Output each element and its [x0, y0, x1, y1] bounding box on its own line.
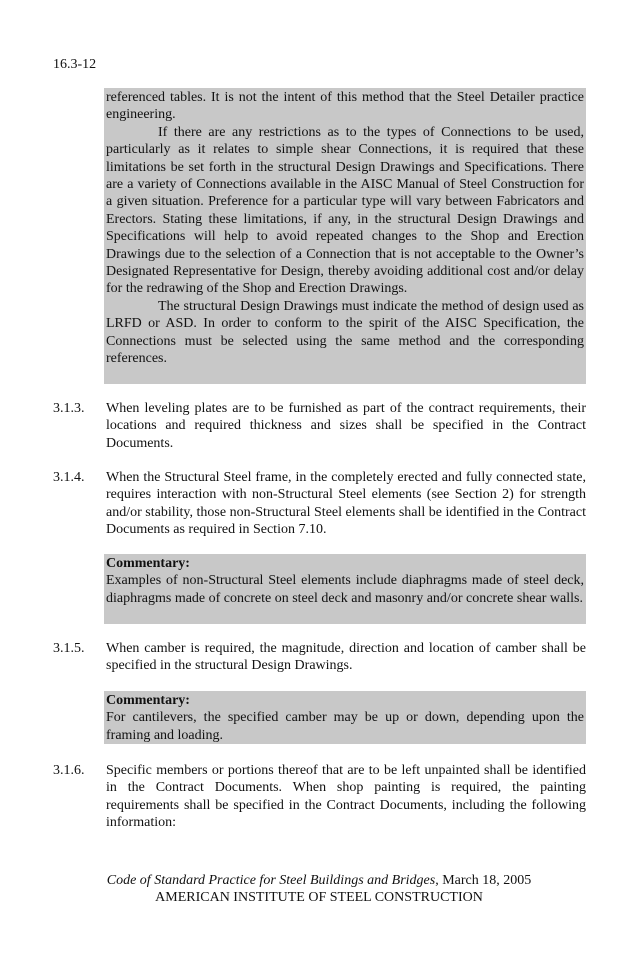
- item-number: 3.1.3.: [53, 401, 85, 416]
- item-text: When camber is required, the magnitude, direction and location of camber shall be specified in the structural Design Drawings.: [106, 641, 586, 674]
- connections-paragraph: If there are any restrictions as to the types of Connections to be used, particularly as it relates to simple shear Connections, it is required that these limitations be set forth in the structural Design Drawings and Specifications. There are a variety of Connections available in the AISC Manual of Steel Construction for a given situation. Preference for a particular type will vary between Fabricators and Erectors. Stating these limitations, if any, in the structural Design Drawings and Specifications will help to avoid repeated changes to the Shop and Erection Drawings due to the selection of a Connection that is not acceptable to the Owner’s Designated Representative for Design, thereby avoiding additional cost and/or delay for the redrawing of the Shop and Erection Drawings.: [106, 124, 584, 297]
- footer-date: , March 18, 2005: [435, 873, 532, 888]
- footer-title-line: [0, 872, 638, 889]
- commentary-text: Examples of non-Structural Steel elements include diaphragms made of steel deck, diaphragms made of concrete on steel deck and masonry and/or concrete shear walls.: [106, 573, 584, 606]
- commentary-block: [104, 554, 586, 624]
- item-text: When leveling plates are to be furnished as part of the contract requirements, their locations and required thickness and sizes shall be specified in the Contract Documents.: [106, 401, 586, 451]
- item-text: When the Structural Steel frame, in the completely erected and fully connected state, requires interaction with non-Structural Steel elements (see Section 2) for strength and/or stability, those non-Structural Steel elements shall be identified in the Contract Documents as required in Section 7.10.: [106, 470, 586, 538]
- item-text: Specific members or portions thereof that are to be left unpainted shall be identified in the Contract Documents. When shop painting is required, the painting requirements shall be specified in the Contract Documents, including the following information:: [106, 763, 586, 831]
- commentary-heading: Commentary:: [106, 556, 190, 571]
- continued-paragraph: referenced tables. It is not the intent of this method that the Steel Detailer practice engineering.: [106, 90, 584, 123]
- commentary-block: [104, 691, 586, 744]
- continued-commentary-block: [104, 88, 586, 384]
- design-method-paragraph: The structural Design Drawings must indicate the method of design used as LRFD or ASD. In order to conform to the spirit of the AISC Specification, the Connections must be selected using the same method and the corresponding references.: [106, 298, 584, 367]
- item-number: 3.1.4.: [53, 470, 85, 485]
- footer-organization: AMERICAN INSTITUTE OF STEEL CONSTRUCTION: [155, 890, 483, 905]
- item-number: 3.1.6.: [53, 763, 85, 778]
- footer-title: Code of Standard Practice for Steel Buildings and Bridges: [106, 873, 436, 888]
- item-number: 3.1.5.: [53, 641, 85, 656]
- page-number: 16.3-12: [53, 57, 97, 72]
- commentary-heading: Commentary:: [106, 693, 190, 708]
- commentary-text: For cantilevers, the specified camber may be up or down, depending upon the framing and loading.: [106, 710, 584, 743]
